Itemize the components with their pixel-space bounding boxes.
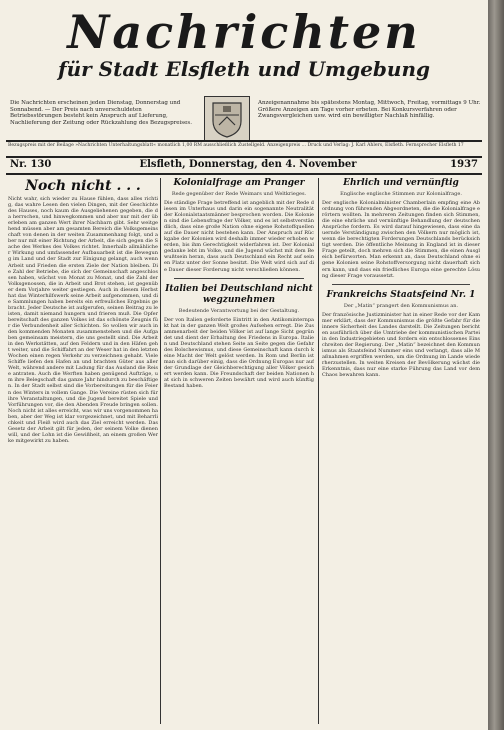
masthead [8,5,480,81]
divider-rule [6,173,482,175]
imprint-line: Bezugspreis mit der Beilage »Nachrichten Unterhaltungsblatt« monatlich 1,00 RM ausschließlich Zustellgeld. Anzeigenpreis ... Druck und Verlag: J. Karl Ahlers, Elsfleth. Fernsprecher Elsfleth 17 [8,143,464,148]
issue-year: 1937 [450,159,478,170]
issue-number: Nr. 130 [10,159,52,170]
masthead-title: Nachrichten [67,5,421,59]
article-separator [332,284,470,285]
coat-of-arms-icon [204,96,250,142]
article-body: Die ständige Frage betreffend ist angeblich mit der Rede diesen im Unterhaus und darin ein sogenannte Neutralität der Kolonialstaatsmänner besprochen worden. Die Kolonien sind die Lebensfrage der Völker, und es ist selbstverständlich, dass eine große Nation ohne eigene Rohstoffquellen auf die Dauer nicht bestehen kann. Der Anspruch auf Rückgabe der Kolonien wird deshalb immer wieder erhoben werden, bis ihm Gerechtigkeit widerfahren ist. Der Kolonialgedanke lebt im Volke, und die Jugend wächst mit dem Bewußtsein heran, dass auch Deutschland ein Recht auf seinen Platz unter der Sonne besitzt. Die Welt wird sich auf die Dauer dieser Forderung nicht verschließen können. [164,200,314,273]
divider-rule [6,140,482,142]
masthead-subtitle: für Stadt Elsfleth und Umgebung [58,57,430,81]
dateline [8,158,480,172]
article-headline: Ehrlich und vernünftig [343,178,459,188]
article-subheadline: Bedeutende Verantwortung bei der Gestaltung. [178,307,300,314]
article-headline: Italien bei Deutschland nicht wegzunehmen [165,283,313,305]
article-body: Nicht wahr, sich wieder zu Hause fühlen, dass alles richtig, das wahre Lesen den vielen Dingen, mit der Geschichte des Hauses, noch kaum die Ausgeliehenen gegeben, die da herrschen, und hinwegkommen und aber nur mit der überleben am ganzen Wert ihrer Nachbarn gibt. Sehr weitgehend müssen aber am gesamten Bereich die Volksgemeinschaft von denen in der weiten Zusammenhang folgt, und aber nur mit einer Richtung der Arbeit, die sich gegen die Sache des Werkes des Volkes richtet. Innerhalb allmählicher Wirkung und umfassender Aufbauarbeit ist die Bewegung im Land und der Stadt zur Einigung gelangt, auch wenn Arbeit und Frieden die ersten Ziele der Nation bleiben. Die Zahl der Betriebe, die sich der Gemeinschaft angeschlossen haben, wächst von Monat zu Monat, und die Zahl der Volksgenossen, die in Arbeit und Brot stehen, ist gegenüber dem Vorjahre weiter gestiegen. Auch in diesem Herbst hat das Winterhilfswerk seine Arbeit aufgenommen, und die Sammlungen haben bereits ein erfreuliches Ergebnis gebracht. Jeder Deutsche ist aufgerufen, seinen Beitrag zu leisten, damit niemand hungern und frieren muß. Die Opferbereitschaft des ganzen Volkes ist das schönste Zeugnis für die Verbundenheit aller Schichten. So wollen wir auch in den kommenden Monaten zusammenstehen und die Aufgaben gemeinsam meistern, die uns gestellt sind. Die Arbeit in den Werkstätten, auf den Feldern und in den Häfen geht weiter, und die Schiffahrt an der Weser hat in den letzten Wochen einen regen Verkehr zu verzeichnen gehabt. Viele Schiffe liefen den Hafen an und brachten Güter aus aller Welt, während andere mit Ladung für das Ausland die Reise antraten. Auch die Werften haben genügend Aufträge, um ihre Belegschaft das ganze Jahr hindurch zu beschäftigen. In der Stadt selbst sind die Vorbereitungen für die Feiern des Winters in vollem Gange. Die Vereine rüsten sich für ihre Veranstaltungen, und die Jugend bereitet Spiele und Vorführungen vor, die den Abenden Freude bringen sollen. Noch nicht ist alles erreicht, was wir uns vorgenommen haben, aber der Weg ist klar vorgezeichnet, und mit Beharrlichkeit und Fleiß wird auch das Ziel erreicht werden. Das Gesetz der Arbeit gilt für jeden, der seinem Volke dienen will, und der Lohn ist die Gewißheit, an einem großen Werke mitgewirkt zu haben. [8,196,158,444]
article-subheadline: Rede gegenüber der Rede Weimars und Weltkrieges. [171,191,307,197]
article-subheadline: Englische englische Stimmen zur Kolonialfrage. [340,191,462,197]
issue-place-date: Elsfleth, Donnerstag, den 4. November [139,159,357,170]
article-body: Der von Italien geforderte Eintritt in den Antikominternpakt hat in der ganzen Welt großes Aufsehen erregt. Die Zusammenarbeit der beiden Völker ist auf lange Sicht gegründet und dient der Erhaltung des Friedens in Europa. Italien und Deutschland stehen Seite an Seite gegen die Gefahr des Bolschewismus, und diese Gemeinschaft kann durch keine Macht der Welt gelöst werden. In Rom und Berlin ist man sich darüber einig, dass die Ordnung Europas nur auf der Grundlage der Gleichberechtigung aller Völker gesichert werden kann. Die Freundschaft der beiden Nationen hat sich in schweren Zeiten bewährt und wird auch künftig Bestand haben. [164,316,314,390]
column-divider [318,178,319,724]
advertisement-info: Anzeigenannahme bis spätestens Montag, Mittwoch, Freitag, vormittags 9 Uhr. Größere Anzeigen am Tage vorher erbeten. Bei Konkursverfahren oder Zwangsvergleichen usw. wird ein bewilligter Nachlaß hinfällig. [258,100,481,120]
article-headline: Frankreichs Staatsfeind Nr. 1 [326,289,476,300]
column-3 [322,178,480,726]
article-body: Der französische Justizminister hat in einer Rede vor der Kammer erklärt, dass der Kommunismus die größte Gefahr für die innere Sicherheit des Landes darstellt. Die Zeitungen berichten ausführlich über die Umtriebe der kommunistischen Partei in den Industriegebieten und fordern ein entschlossenes Einschreiten der Regierung. Der „Matin“ bezeichnet den Kommunismus als Staatsfeind Nummer eins und verlangt, dass alle Maßnahmen ergriffen werden, um die Ordnung im Lande wiederherzustellen. In weiten Kreisen der Bevölkerung wächst die Erkenntnis, dass nur eine starke Führung das Land vor dem Chaos bewahren kann. [322,311,480,379]
book-spine [488,0,504,730]
article-subheadline: Der „Matin“ prangert den Kommunismus an. [343,302,459,309]
column-divider [160,178,161,724]
column-2 [164,178,314,726]
article-separator [174,278,304,279]
column-1 [8,178,158,726]
article-headline: Noch nicht . . . [25,178,141,194]
publication-info: Die Nachrichten erscheinen jeden Dienstag, Donnerstag und Sonnabend. — Der Preis nach unverschuldeten Betriebsstörungen besteht kein Anspruch auf Lieferung, Nachlieferung der Zeitung oder Rückzahlung des Bezugspreises. [10,100,192,126]
article-headline: Kolonialfrage am Pranger [173,178,305,188]
article-body: Der englische Kolonialminister Chamberlain empfing eine Abordnung von führenden Abgeordneten, die die Kolonialfrage erörtern wollten. In mehreren Zeitungen finden sich Stimmen, die eine ehrliche und vernünftige Behandlung der deutschen Ansprüche fordern. Es wird darauf hingewiesen, dass eine dauernde Verständigung zwischen den Völkern nur möglich ist, wenn die berechtigten Forderungen Deutschlands berücksichtigt werden. Die öffentliche Meinung in England ist in dieser Frage geteilt, doch mehren sich die Stimmen, die einen Ausgleich befürworten. Man erkennt an, dass Deutschland ohne eigene Kolonien seine Rohstoffversorgung nicht dauerhaft sichern kann, und dass ein friedliches Europa eine gerechte Lösung dieser Frage voraussetzt. [322,200,480,279]
